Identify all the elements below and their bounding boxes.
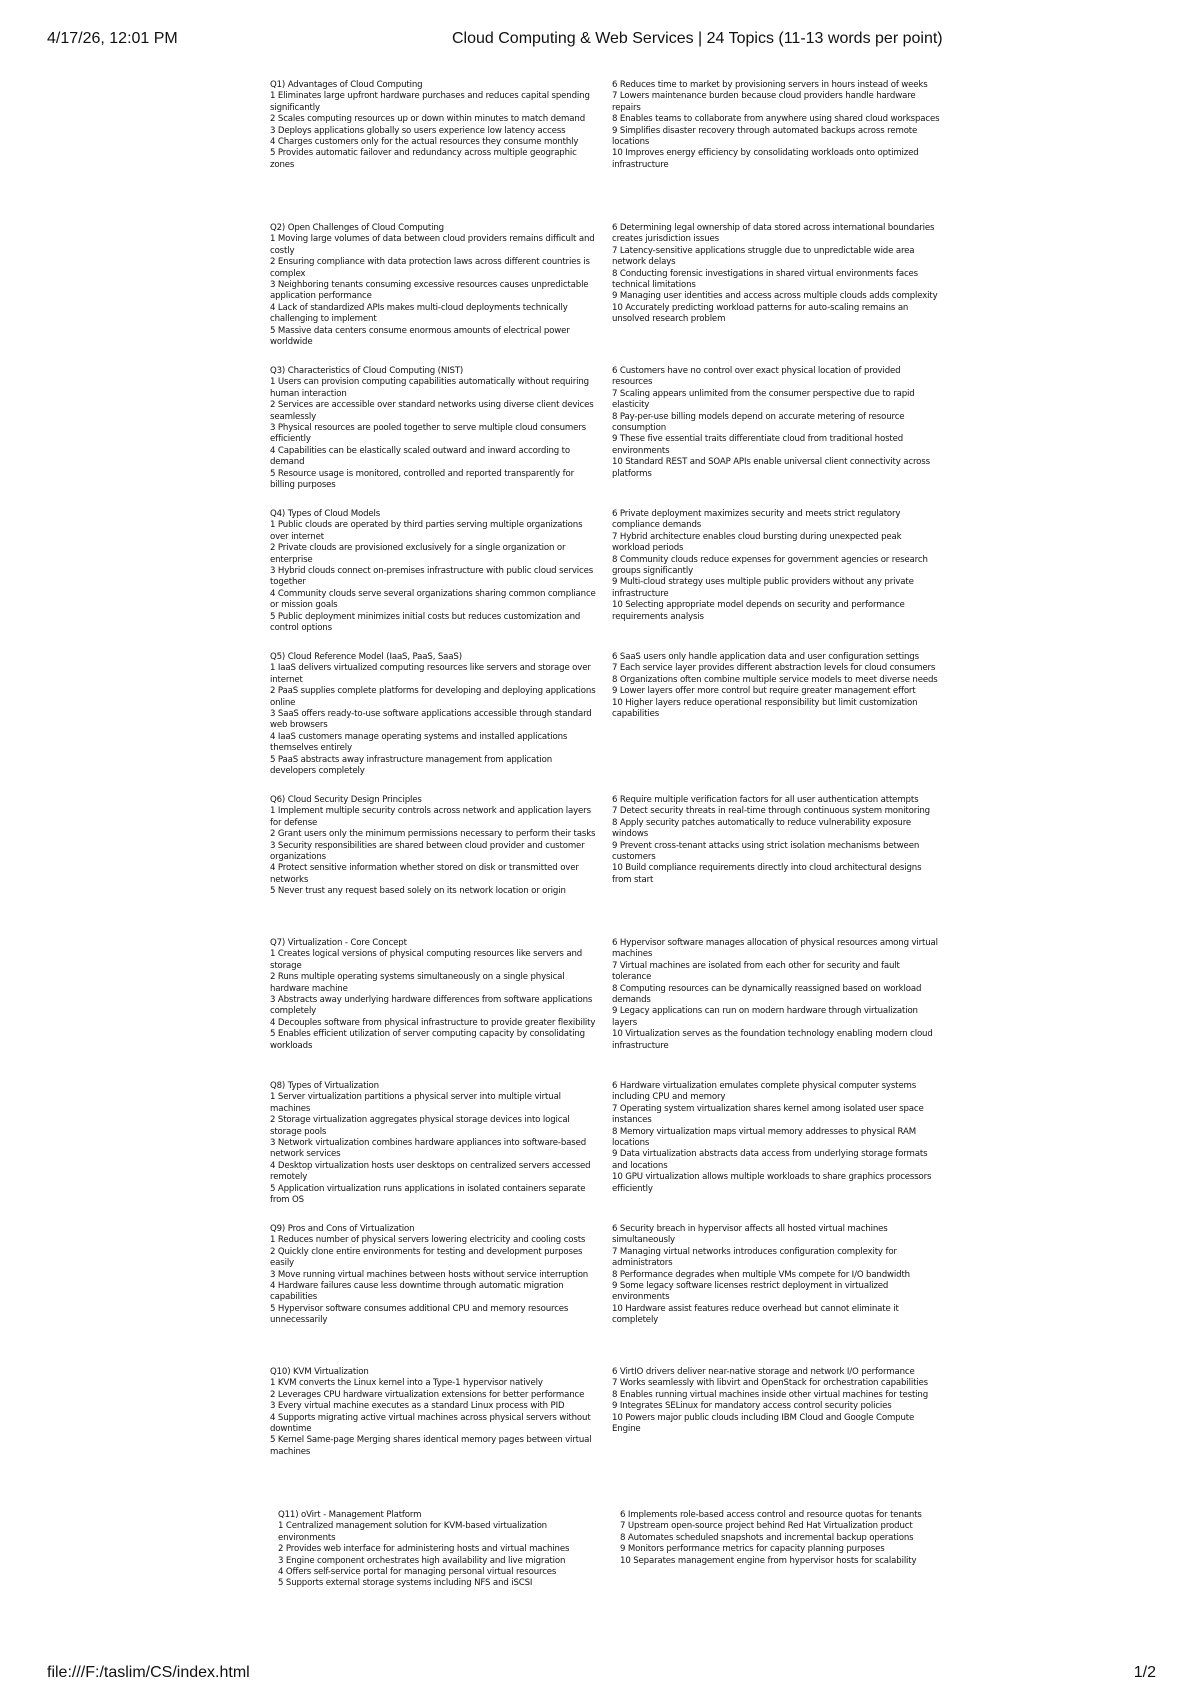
topic-point: 1 Implement multiple security controls across network and application layers for defense [270,806,591,828]
topic-point: 2 Private clouds are provisioned exclusively for a single organization or enterprise [270,543,566,565]
topic-point: 3 Hybrid clouds connect on-premises infrastructure with public cloud services together [270,566,594,588]
topic-column-left [270,223,598,366]
topic-point: 7 Scaling appears unlimited from the consumer perspective due to rapid elasticity [612,388,915,411]
topic-point: 6 Hypervisor software manages allocation of physical resources among virtual machines [612,938,938,960]
topic-point: 1 Reduces number of physical servers lowering electricity and cooling costs [270,1235,586,1246]
topic-point: 2 Scales computing resources up or down within minutes to match demand [270,114,585,125]
topic-column-right [612,1081,940,1224]
topic-point: 9 Simplifies disaster recovery through automated backups across remote locations [612,125,918,148]
topic-point: 5 Provides automatic failover and redundancy across multiple geographic zones [270,148,577,170]
topic-section [270,652,940,795]
topic-point: 10 Selecting appropriate model depends on security and performance requirements analysis [612,600,905,622]
topic-column-left [270,795,598,938]
topic-point: 8 Apply security patches automatically to reduce vulnerability exposure windows [612,817,912,840]
topic-point: 3 Engine component orchestrates high availability and live migration [278,1555,566,1566]
topic-point: 7 Each service layer provides different abstraction levels for cloud consumers [612,663,936,674]
topic-column-right [612,652,940,795]
topic-point: 5 Application virtualization runs applications in isolated containers separate from OS [270,1183,586,1206]
topic-point: 7 Works seamlessly with libvirt and OpenStack for orchestration capabilities [612,1378,928,1389]
topic-point: 3 Deploys applications globally so users experience low latency access [270,125,566,136]
topic-point: 10 GPU virtualization allows multiple workloads to share graphics processors efficiently [612,1172,932,1194]
topic-section [270,223,940,366]
topic-point: 6 Hardware virtualization emulates complete physical computer systems including CPU and memory [612,1081,917,1103]
topic-point: 10 Higher layers reduce operational responsibility but limit customization capabilities [612,697,918,720]
topic-point: 3 Every virtual machine executes as a standard Linux process with PID [270,1401,565,1412]
topic-column-left [270,80,598,223]
topic-section [270,509,940,652]
topic-point: 7 Latency-sensitive applications struggle due to unpredictable wide area network delays [612,245,915,268]
topic-column-right [612,1367,940,1510]
topic-point: 5 Kernel Same-page Merging shares identical memory pages between virtual machines [270,1435,592,1457]
topic-heading: Q11) oVirt - Management Platform [278,1510,422,1520]
topic-heading: Q8) Types of Virtualization [270,1081,379,1091]
topic-point: 9 Prevent cross-tenant attacks using strict isolation mechanisms between customers [612,840,920,863]
print-header [0,30,1200,54]
topic-point: 6 Require multiple verification factors for all user authentication attempts [612,795,919,805]
topic-point: 4 Lack of standardized APIs makes multi-cloud deployments technically challenging to implement [270,302,568,325]
topic-column-right [612,938,940,1081]
topic-point: 2 Storage virtualization aggregates physical storage devices into logical storage pools [270,1115,570,1137]
file-path: file:///F:/taslim/CS/index.html [47,1664,250,1681]
print-datetime: 4/17/26, 12:01 PM [47,30,178,47]
topic-point: 8 Organizations often combine multiple service models to meet diverse needs [612,674,938,685]
topic-column-left [270,509,598,652]
topic-point: 6 Security breach in hypervisor affects all hosted virtual machines simultaneously [612,1224,888,1246]
topic-point: 4 Offers self-service portal for managing personal virtual resources [278,1567,557,1578]
topic-point: 8 Computing resources can be dynamically reassigned based on workload demands [612,983,922,1006]
topic-section [270,938,940,1081]
topic-point: 6 Private deployment maximizes security and meets strict regulatory compliance demands [612,509,901,531]
topic-point: 9 These five essential traits differentiate cloud from traditional hosted environments [612,434,904,456]
topic-point: 1 KVM converts the Linux kernel into a Type-1 hypervisor natively [270,1378,543,1389]
topic-column-left [270,366,598,509]
topic-point: 3 Abstracts away underlying hardware differences from software applications completely [270,995,593,1017]
topic-point: 2 Provides web interface for administering hosts and virtual machines [278,1544,570,1555]
topic-heading: Q7) Virtualization - Core Concept [270,938,407,948]
topic-point: 9 Data virtualization abstracts data access from underlying storage formats and locations [612,1149,928,1171]
topic-point: 4 Community clouds serve several organizations sharing common compliance or mission goals [270,588,596,611]
topic-point: 4 Charges customers only for the actual resources they consume monthly [270,137,579,148]
topic-point: 6 VirtIO drivers deliver near-native storage and network I/O performance [612,1367,915,1377]
topic-heading: Q9) Pros and Cons of Virtualization [270,1224,415,1234]
topic-point: 5 Never trust any request based solely on its network location or origin [270,886,566,897]
topic-point: 10 Separates management engine from hypervisor hosts for scalability [620,1555,917,1566]
topic-column-right [612,366,940,509]
topic-point: 2 Ensuring compliance with data protection laws across different countries is complex [270,257,590,279]
topic-point: 4 Capabilities can be elastically scaled outward and inward according to demand [270,445,570,468]
topic-point: 9 Monitors performance metrics for capacity planning purposes [620,1544,885,1555]
topic-point: 7 Hybrid architecture enables cloud bursting during unexpected peak workload periods [612,531,902,554]
topic-column-right [612,1224,940,1367]
topic-point: 5 PaaS abstracts away infrastructure management from application developers completely [270,754,552,777]
topic-point: 9 Integrates SELinux for mandatory access control security policies [612,1401,892,1412]
page-title: Cloud Computing & Web Services | 24 Topics (11-13 words per point) [452,30,943,47]
topic-section [270,1081,940,1224]
topic-point: 4 IaaS customers manage operating systems and installed applications themselves entirely [270,731,568,754]
topic-point: 9 Lower layers offer more control but require greater management effort [612,686,916,697]
topic-section [270,1224,940,1367]
topic-point: 3 Network virtualization combines hardware appliances into software-based network services [270,1138,587,1160]
topic-section [270,366,940,509]
topic-point: 10 Virtualization serves as the foundation technology enabling modern cloud infrastructure [612,1029,933,1051]
topic-column-right [612,80,940,223]
topic-point: 2 Services are accessible over standard networks using diverse client devices seamlessly [270,400,594,422]
topic-heading: Q4) Types of Cloud Models [270,509,381,519]
topic-point: 7 Upstream open-source project behind Red Hat Virtualization product [620,1521,913,1532]
topic-point: 5 Supports external storage systems including NFS and iSCSI [278,1578,533,1589]
topic-point: 5 Hypervisor software consumes additional CPU and memory resources unnecessarily [270,1303,569,1326]
topic-list [270,80,940,1653]
topic-point: 7 Operating system virtualization shares kernel among isolated user space instances [612,1103,924,1126]
topic-column-left [270,938,598,1081]
topic-point: 3 Security responsibilities are shared between cloud provider and customer organizations [270,840,585,863]
topic-point: 1 Creates logical versions of physical computing resources like servers and storage [270,949,583,971]
topic-point: 6 Determining legal ownership of data stored across international boundaries creates jurisdiction issues [612,223,935,245]
topic-point: 7 Managing virtual networks introduces configuration complexity for administrators [612,1246,897,1269]
topic-point: 5 Resource usage is monitored, controlled and reported transparently for billing purposes [270,468,574,491]
topic-point: 4 Desktop virtualization hosts user desktops on centralized servers accessed remotely [270,1160,591,1183]
topic-column-left [270,1224,598,1367]
topic-point: 5 Massive data centers consume enormous amounts of electrical power worldwide [270,325,570,348]
topic-point: 10 Standard REST and SOAP APIs enable universal client connectivity across platforms [612,457,930,479]
topic-point: 10 Build compliance requirements directly into cloud architectural designs from start [612,863,922,885]
topic-point: 1 Public clouds are operated by third parties serving multiple organizations over internet [270,520,583,542]
topic-point: 2 Leverages CPU hardware virtualization extensions for better performance [270,1389,585,1400]
topic-point: 8 Automates scheduled snapshots and incremental backup operations [620,1532,914,1543]
page-number: 1/2 [1133,1664,1156,1681]
topic-point: 2 PaaS supplies complete platforms for developing and deploying applications online [270,686,596,708]
topic-point: 1 Server virtualization partitions a physical server into multiple virtual machines [270,1092,561,1114]
topic-point: 1 Users can provision computing capabilities automatically without requiring human interaction [270,377,589,399]
topic-point: 8 Conducting forensic investigations in shared virtual environments faces technical limitations [612,268,918,291]
topic-point: 9 Legacy applications can run on modern hardware through virtualization layers [612,1006,918,1028]
topic-point: 4 Protect sensitive information whether stored on disk or transmitted over networks [270,863,579,885]
topic-point: 8 Pay-per-use billing models depend on accurate metering of resource consumption [612,411,905,434]
topic-point: 8 Enables running virtual machines inside other virtual machines for testing [612,1389,929,1400]
topic-point: 1 Centralized management solution for KVM-based virtualization environments [278,1521,547,1543]
topic-point: 1 IaaS delivers virtualized computing resources like servers and storage over internet [270,663,591,685]
topic-section [270,1367,940,1510]
topic-point: 9 Some legacy software licenses restrict deployment in virtualized environments [612,1281,889,1303]
topic-point: 9 Managing user identities and access across multiple clouds adds complexity [612,291,938,302]
topic-column-right [620,1510,940,1653]
topic-column-left [270,652,598,795]
topic-section [270,795,940,938]
topic-column-right [612,223,940,366]
topic-heading: Q3) Characteristics of Cloud Computing (NIST) [270,366,464,376]
topic-point: 6 Implements role-based access control and resource quotas for tenants [620,1510,922,1520]
topic-point: 3 Move running virtual machines between hosts without service interruption [270,1269,589,1280]
topic-heading: Q5) Cloud Reference Model (IaaS, PaaS, SaaS) [270,652,462,662]
topic-point: 10 Powers major public clouds including IBM Cloud and Google Compute Engine [612,1412,915,1435]
topic-point: 3 Neighboring tenants consuming excessive resources causes unpredictable application performance [270,280,589,302]
topic-point: 5 Public deployment minimizes initial costs but reduces customization and control options [270,611,581,634]
topic-point: 8 Community clouds reduce expenses for government agencies or research groups significantly [612,554,928,577]
topic-point: 8 Performance degrades when multiple VMs compete for I/O bandwidth [612,1269,910,1280]
topic-heading: Q6) Cloud Security Design Principles [270,795,422,805]
topic-point: 10 Improves energy efficiency by consolidating workloads onto optimized infrastructure [612,148,919,170]
topic-point: 8 Memory virtualization maps virtual memory addresses to physical RAM locations [612,1126,917,1149]
topic-point: 2 Quickly clone entire environments for testing and development purposes easily [270,1246,583,1269]
topic-column-left [278,1510,598,1653]
topic-column-left [270,1367,598,1510]
topic-point: 6 Customers have no control over exact physical location of provided resources [612,366,901,388]
topic-point: 5 Enables efficient utilization of server computing capacity by consolidating workloads [270,1029,585,1051]
topic-point: 7 Detect security threats in real-time through continuous system monitoring [612,806,930,817]
topic-point: 7 Lowers maintenance burden because cloud providers handle hardware repairs [612,91,916,113]
topic-column-left [270,1081,598,1224]
topic-point: 3 SaaS offers ready-to-use software applications accessible through standard web browsers [270,709,592,731]
topic-section [270,80,940,223]
print-footer [0,1664,1200,1688]
topic-column-right [612,509,940,652]
topic-point: 9 Multi-cloud strategy uses multiple public providers without any private infrastructure [612,577,914,599]
topic-point: 6 SaaS users only handle application data and user configuration settings [612,652,919,662]
topic-point: 2 Grant users only the minimum permissions necessary to perform their tasks [270,829,596,840]
topic-column-right [612,795,940,938]
topic-point: 1 Eliminates large upfront hardware purchases and reduces capital spending significantly [270,91,590,113]
topic-section [270,1510,940,1653]
topic-point: 4 Supports migrating active virtual machines across physical servers without downtime [270,1412,591,1435]
topic-heading: Q1) Advantages of Cloud Computing [270,80,423,90]
topic-point: 3 Physical resources are pooled together to serve multiple cloud consumers efficiently [270,423,586,445]
topic-point: 4 Decouples software from physical infrastructure to provide greater flexibility [270,1017,596,1028]
topic-point: 6 Reduces time to market by provisioning servers in hours instead of weeks [612,80,928,90]
topic-point: 8 Enables teams to collaborate from anywhere using shared cloud workspaces [612,114,940,125]
topic-point: 7 Virtual machines are isolated from each other for security and fault tolerance [612,960,900,983]
topic-point: 4 Hardware failures cause less downtime through automatic migration capabilities [270,1281,564,1303]
topic-heading: Q2) Open Challenges of Cloud Computing [270,223,444,233]
topic-point: 2 Runs multiple operating systems simultaneously on a single physical hardware machine [270,972,565,994]
topic-heading: Q10) KVM Virtualization [270,1367,369,1377]
topic-point: 10 Hardware assist features reduce overhead but cannot eliminate it completely [612,1303,899,1326]
topic-point: 1 Moving large volumes of data between cloud providers remains difficult and costly [270,234,595,256]
topic-point: 10 Accurately predicting workload patterns for auto-scaling remains an unsolved research problem [612,302,909,325]
